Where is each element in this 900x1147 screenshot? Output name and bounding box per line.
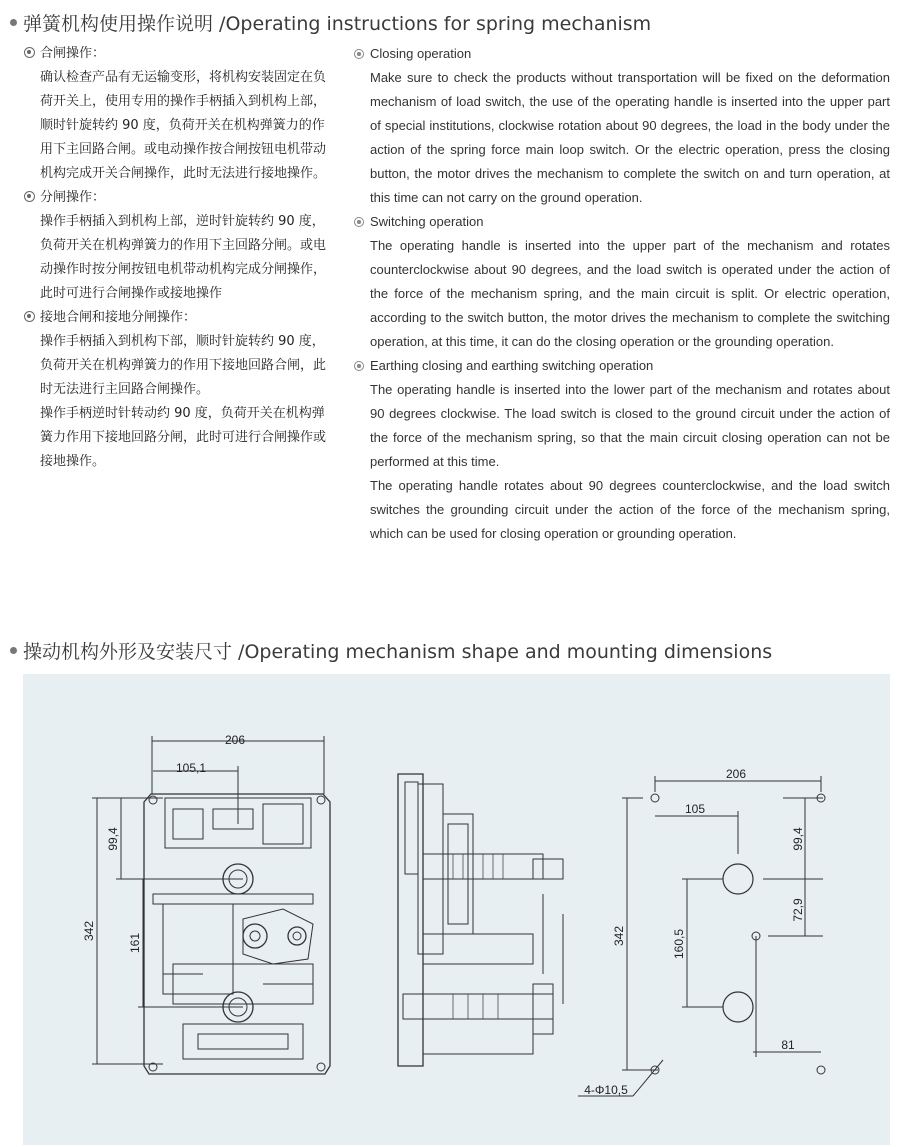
dim-front-upper-height: 99,4 (106, 827, 120, 851)
cn-closing-heading: 合闸操作： (24, 42, 329, 66)
side-view (398, 774, 563, 1066)
technical-drawing (23, 674, 890, 1145)
cn-closing-text: 确认检查产品有无运输变形，将机构安装固定在负荷开关上，使用专用的操作手柄插入到机构上部，顺时针旋转约 90 度，负荷开关在机构弹簧力的作用下主回路合闸。或电动操作按合闸按钮电机带动机构完成开关合闸操作，此时无法进行接地操作。 (40, 70, 327, 181)
bullet-icon (10, 647, 17, 654)
section-title-text: 操动机构外形及安装尺寸 /Operating mechanism shape and mounting dimensions (23, 641, 773, 663)
bullet-icon (10, 19, 17, 26)
circle-bullet-icon (24, 191, 35, 202)
en-earthing-heading: Earthing closing and earthing switching operation (354, 354, 890, 378)
cn-opening-heading: 分闸操作： (24, 186, 329, 210)
en-switching-heading: Switching operation (354, 210, 890, 234)
dim-mount-mid-height: 72,9 (791, 898, 805, 922)
en-earthing-text-1: The operating handle is inserted into the lower part of the mechanism and rotates about 90 degrees clockwise. The load switch is closed to the ground circuit under the action of the force of the mechanism spring, so that the main circuit closing operation can not be performed at this time. (370, 382, 890, 469)
section-title-text: 弹簧机构使用操作说明 /Operating instructions for spring mechanism (23, 13, 652, 35)
english-instructions (354, 42, 890, 546)
front-view (92, 736, 330, 1074)
circle-bullet-icon (354, 361, 364, 371)
dim-mount-half-width: 105 (684, 802, 706, 816)
dim-front-lower-height: 161 (128, 932, 142, 954)
en-closing-text: Make sure to check the products without transportation will be fixed on the deformation mechanism of load switch, the use of the operating handle is inserted into the upper part of special institutions, clockwise rotation about 90 degrees, the load in the body under the action of the spring force main loop switch. Or the electric operation, press the closing button, the motor drives the mechanism to complete the switch on and turn operation, at this time can not carry on the ground operation. (370, 70, 890, 205)
cn-earthing-text-1: 操作手柄插入到机构下部，顺时针旋转约 90 度，负荷开关在机构弹簧力的作用下接地回路合闸，此时无法进行主回路合闸操作。 (40, 334, 327, 397)
dim-mount-offset: 81 (781, 1038, 795, 1052)
cn-earthing-heading: 接地合闸和接地分闸操作： (24, 306, 329, 330)
circle-bullet-icon (354, 49, 364, 59)
dim-front-height: 342 (82, 920, 96, 942)
section-title-instructions (10, 9, 651, 36)
section-title-dimensions (10, 637, 772, 664)
cn-earthing-text-2: 操作手柄逆时针转动约 90 度，负荷开关在机构弹簧力作用下接地回路分闸，此时可进行合闸操作或接地操作。 (40, 406, 327, 469)
circle-bullet-icon (24, 47, 35, 58)
en-switching-text: The operating handle is inserted into the upper part of the mechanism and rotates counterclockwise about 90 degrees, and the load switch is operated under the action of the force of the mechanism spring, and the main circuit is split. Or electric operation, according to the switch button, the motor drives the mechanism to complete the switching operation, at this time, it can do the closing operation or the grounding operation. (370, 238, 890, 349)
dim-mount-height: 342 (612, 925, 626, 947)
en-earthing-text-2: The operating handle rotates about 90 degrees counterclockwise, and the load switch switches the grounding circuit under the action of the force of the mechanism spring, which can be used for closing operation or grounding operation. (370, 478, 890, 541)
cn-opening-text: 操作手柄插入到机构上部，逆时针旋转约 90 度，负荷开关在机构弹簧力的作用下主回路分闸。或电动操作时按分闸按钮电机带动机构完成分闸操作，此时可进行合闸操作或接地操作 (40, 214, 327, 301)
dim-front-width: 206 (224, 733, 246, 747)
dim-hole-spec: 4-Φ10,5 (584, 1083, 628, 1097)
dim-mount-upper-height: 99,4 (791, 827, 805, 851)
chinese-instructions (24, 42, 329, 474)
drawing-panel (23, 674, 890, 1145)
en-closing-heading: Closing operation (354, 42, 890, 66)
dim-mount-lower-height: 160,5 (672, 928, 686, 960)
circle-bullet-icon (354, 217, 364, 227)
dim-front-half-width: 105,1 (175, 761, 207, 775)
dim-mount-width: 206 (725, 767, 747, 781)
circle-bullet-icon (24, 311, 35, 322)
